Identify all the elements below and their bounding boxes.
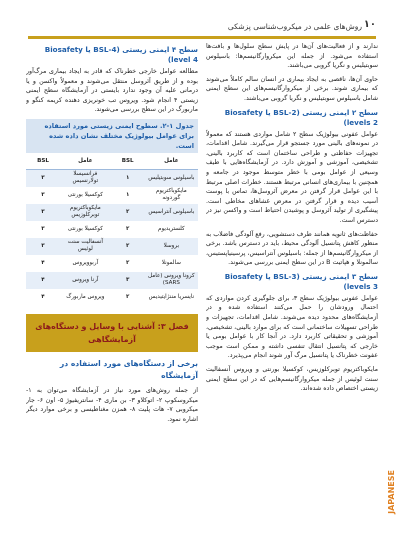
chapter-title: فصل ۳: آشنایی با وسایل و دستگاه‌های آزمایشگاهی <box>26 314 198 352</box>
table-row <box>26 221 198 238</box>
table-row <box>26 255 198 272</box>
paragraph: حفاظت‌های ثانویه همانند طرف دستشویی، رفع آلودگی فاضلاب به منظور کاهش پتانسیل آلودگی محیط، باید در دسترس باشد. برخی از میکروارگانیسم‌ها از جمله: باسیلوس آنتراسیس، پرسینیاپستیس، سالمونلا و هپاتیت B در این سطح ایمنی بررسی می‌شوند. <box>206 230 378 267</box>
table-caption: جدول ۱-۲. سطوح ایمنی زیستی مورد استفاده برای عوامل بیولوژیک مختلف نشان داده شده است. <box>26 119 198 153</box>
paragraph: حاوی آن‌ها، ناقصی به ایجاد بیماری در انسان سالم کاملاً می‌شوند که بیماری شوند. برخی از میکروارگانیسم‌های این سطح ایمنی شامل باسیلوس سوبتیلیس و نگریا گروبی می‌باشند. <box>206 75 378 102</box>
cell-bsl: ۲ <box>111 204 145 221</box>
cell-agent: کوکسیلا بورنتی <box>67 191 103 198</box>
cell-bsl: ۳ <box>26 169 60 187</box>
cell-bsl: ۲ <box>125 293 130 300</box>
cell-agent: کلستریدیوم <box>157 225 185 232</box>
table-row <box>26 169 198 187</box>
cell-bsl: ۴ <box>41 293 45 300</box>
cell-agent: آربوویروس <box>72 259 99 266</box>
table-row <box>26 289 198 306</box>
paragraph: مطالعه عوامل خارجی خطرناک که قادر به ایجاد بیماری مرگ‌آور بوده و از طریق آئروسل منتقل می‌شوند و معمولاً واکسن و یا درمانی علیه آن وجود ندارد بایستی در آزمایشگاه سطح ایمنی زیستی ۴ انجام شود. ویروس تب خونریزی دهنده کریمه کنگو و ماربورگ در این سطح بررسی می‌شوند. <box>26 68 198 114</box>
page-number: ۱۰ <box>363 19 376 30</box>
cell-bsl: ۳ <box>26 238 60 255</box>
heading-bsl3: سطح ۳ ایمنی زیستی (BSL-3 یا Biosafety levels 3) <box>224 271 378 291</box>
paragraph: عوامل عفونی بیولوژیک سطح ۳، برای جلوگیری کردن مواردی که احتمال ورودشان را حمل می‌کنند استفاده شده و در آزمایشگاه‌های محدود دیده می‌شوند. شامل اقدامات، تجهیزات و طراحی تسهیلات ساختمانی است که برای موارد بالینی، تشخیصی، آموزشی و تحقیقاتی کاربرد دارد. در آنجا کار با عوامل بومی یا خارجی که پتانسیل انتقال تنفسی داشته و ممکن است موجب عفونت خطرناک یا پتانسیل مرگ آور شوند انجام می‌پذیرد. <box>206 294 378 360</box>
running-title: روش‌های علمی در میکروب‌شناسی پزشکی <box>227 22 362 31</box>
cell-bsl: ۴ <box>41 259 45 266</box>
cell-bsl: ۲ <box>111 238 145 255</box>
cell-bsl: ۳ <box>26 204 60 221</box>
heading-bsl4: سطح ۴ ایمنی زیستی (BSL-4 یا Biosafety level 4) <box>44 45 198 64</box>
cell-agent: بروسلا <box>145 238 198 255</box>
cell-agent: باسیلوس سوبتیلیس <box>145 169 198 187</box>
header-agent: عامل <box>145 153 198 170</box>
cell-bsl: ۴ <box>26 272 60 289</box>
cell-bsl: ۱ <box>125 191 130 198</box>
page-header <box>28 19 376 39</box>
paragraph: از جمله روش‌های مورد نیاز در آزمایشگاه می‌توان به ۱- میکروسکوپ ۲- اتوکلاو ۳- بن ماری ۴- سانتریفیوژ ۵- اون ۶- جار میکروبی ۷- هات پلیت ۸- همزن مغناطیسی و برخی موارد دیگر اشاره نمود. <box>26 386 198 423</box>
cell-agent: سالمونلا <box>161 259 181 266</box>
cell-agent: مایکوباکتریوم توبرکلوزیس <box>60 204 111 221</box>
cell-bsl: ۱ <box>111 169 145 187</box>
cell-bsl: ۳ <box>41 225 45 232</box>
cell-agent: آرنا ویروس <box>60 272 111 289</box>
cell-bsl: ۲ <box>125 225 130 232</box>
table-header-row <box>26 153 198 170</box>
cell-agent: آنسفالیت سنت لوئیس <box>60 238 111 255</box>
watermark: JAPANESE <box>387 470 396 514</box>
table-row <box>26 238 198 255</box>
header-agent: عامل <box>60 153 111 170</box>
table-row <box>26 272 198 289</box>
header-bsl: BSL <box>111 153 145 170</box>
left-column <box>26 42 198 542</box>
cell-agent: کوکسیلا بورنتی <box>67 225 103 232</box>
cell-agent: باسیلوس آنتراسیس <box>145 204 198 221</box>
cell-agent: ویروس ماربورگ <box>66 293 105 300</box>
table-body <box>26 169 198 306</box>
heading-bsl2: سطح ۲ ایمنی زیستی (BSL-2 یا Biosafety levels 2) <box>224 107 378 127</box>
right-column <box>206 42 378 542</box>
cell-agent: فرانسیسلا تولارنسیس <box>60 169 111 187</box>
paragraph: عوامل عفونی بیولوژیک سطح ۲ شامل مواردی هستند که معمولاً در نمونه‌های بالینی مورد جستجو قرار می‌گیرند. شامل اقدامات، تجهیزات حفاظتی و طراحی ساختمان است که کاربرد بالینی، تشخیصی، آموزشی و آموزش دارد. در آزمایشگاه‌هایی با طیف وسیعی از عوامل بومی با خطر متوسط موجود در جامعه و همچنین با بیماری‌های انسانی مرتبط هستند. خطرات اصلی مرتبط با این عوامل قرار گرفتن در معرض آئروسل‌ها، تماس با پوست آسیب دیده و قرار گرفتن در معرض غشاهای مخاطی است. پیشگیری از تولید آئروسل و پوشیدن احتیاط است و واکسن نیز در دسترس است. <box>206 130 378 224</box>
header-bsl: BSL <box>26 153 60 170</box>
paragraph: ندارند و از فعالیت‌های آن‌ها در پایش سطح سلول‌ها و بافت‌ها استفاده می‌شود. از جمله این میکروارگانیسم‌ها: باسیلوس سوبتیلیس و نگریا گروبی می‌باشند. <box>206 43 378 70</box>
table-row <box>26 204 198 221</box>
cell-agent: نایسریا مننژایتیدیس <box>148 293 195 300</box>
table-row <box>26 187 198 204</box>
cell-agent: مایکوباکتریوم گوردونه <box>155 188 187 202</box>
paragraph: مایکوباکتریوم توبرکلوزیس، کوکسیلا بورنتی و ویروس آنسفالیت سنت لوئیس از جمله میکروارگانیسم‌هایی که در این سطح ایمنی زیستی اختصاص داده شده‌اند. <box>206 366 378 393</box>
section-title: برخی از دستگاه‌های مورد استفاده در آزمایشگاه <box>59 358 198 380</box>
cell-bsl: ۳ <box>111 272 145 289</box>
cell-bsl: ۲ <box>125 259 130 266</box>
cell-agent: کرونا ویروس (عامل SARS) <box>145 272 198 289</box>
cell-bsl: ۳ <box>41 191 45 198</box>
biosafety-table <box>26 153 198 306</box>
